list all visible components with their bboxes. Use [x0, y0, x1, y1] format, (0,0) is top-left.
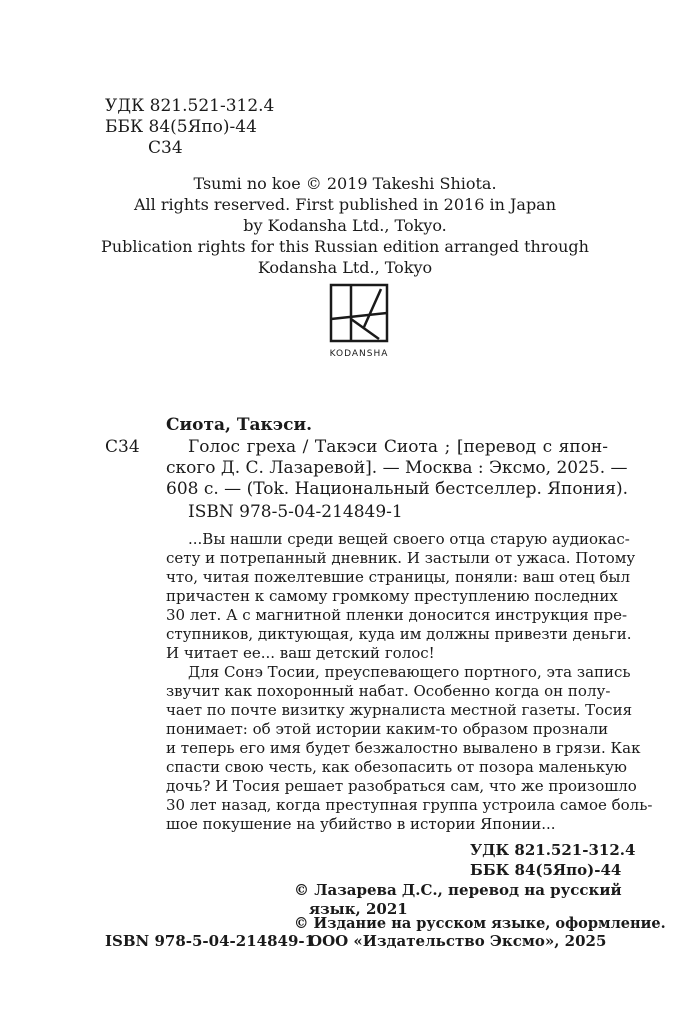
- annotation-line: сету и потрепанный дневник. И застыли от ужаса. Потому: [166, 549, 636, 567]
- annotation-line: спасти свою честь, как обезопасить от позора маленькую: [166, 758, 627, 776]
- bottom-udk: УДК 821.521-312.4: [470, 841, 636, 859]
- annotation-line: шое покушение на убийство в истории Японии...: [166, 815, 556, 833]
- annotation-line: И читает ее... ваш детский голос!: [166, 644, 435, 662]
- footer-rights-line: © Лазарева Д.С., перевод на русский: [294, 881, 622, 899]
- kodansha-logo-mark-icon: [329, 283, 389, 345]
- catalog-desc-line: ского Д. С. Лазаревой]. — Москва : Эксмо, 2025. —: [166, 458, 628, 478]
- catalog-isbn: ISBN 978-5-04-214849-1: [188, 502, 403, 522]
- annotation-line: и теперь его имя будет безжалостно вывалено в грязи. Как: [166, 739, 641, 757]
- annotation-line: дочь? И Тосия решает разобраться сам, что же произошло: [166, 777, 637, 795]
- footer-rights-line: язык, 2021: [309, 900, 408, 918]
- copyright-line: by Kodansha Ltd., Tokyo.: [243, 216, 447, 235]
- copyright-line: Tsumi no koe © 2019 Takeshi Shiota.: [193, 174, 497, 193]
- udk-line: УДК 821.521-312.4: [105, 96, 275, 116]
- footer-rights-line: © Издание на русском языке, оформление.: [294, 915, 666, 932]
- catalog-desc-line: 608 с. — (Tok. Национальный бестселлер. Япония).: [166, 479, 629, 499]
- annotation-line: понимает: об этой истории каким-то образом прознали: [166, 720, 609, 738]
- author-mark-top: С34: [148, 138, 183, 158]
- annotation-line: ...Вы нашли среди вещей своего отца старую аудиокас-: [188, 530, 630, 548]
- annotation-line: 30 лет. А с магнитной пленки доносится инструкция пре-: [166, 606, 628, 624]
- annotation-line: ступников, диктующая, куда им должны привезти деньги.: [166, 625, 632, 643]
- bbk-line: ББК 84(5Япо)-44: [105, 117, 257, 137]
- footer-isbn: ISBN 978-5-04-214849-1: [105, 932, 316, 950]
- annotation-line: что, читая пожелтевшие страницы, поняли: ваш отец был: [166, 568, 631, 586]
- footer-rights-line: ООО «Издательство Эксмо», 2025: [309, 932, 607, 950]
- annotation-line: чает по почте визитку журналиста местной газеты. Тосия: [166, 701, 633, 719]
- kodansha-logo-text: KODANSHA: [329, 349, 389, 359]
- catalog-desc-line: Голос греха / Такэси Сиота ; [перевод с япон-: [188, 437, 608, 457]
- copyright-line: All rights reserved. First published in 2016 in Japan: [133, 195, 557, 214]
- copyright-line: Kodansha Ltd., Tokyo: [257, 258, 433, 277]
- kodansha-logo: [329, 283, 389, 363]
- catalog-mark: С34: [105, 437, 140, 457]
- annotation-line: 30 лет назад, когда преступная группа устроила самое боль-: [166, 796, 653, 814]
- bottom-bbk: ББК 84(5Япо)-44: [470, 861, 622, 879]
- annotation-line: причастен к самому громкому преступлению последних: [166, 587, 618, 605]
- annotation-line: звучит как похоронный набат. Особенно когда он полу-: [166, 682, 611, 700]
- copyright-line: Publication rights for this Russian edition arranged through: [101, 237, 589, 256]
- annotation-line: Для Сонэ Тосии, преуспевающего портного, эта запись: [188, 663, 631, 681]
- catalog-author: Сиота, Такэси.: [166, 415, 313, 435]
